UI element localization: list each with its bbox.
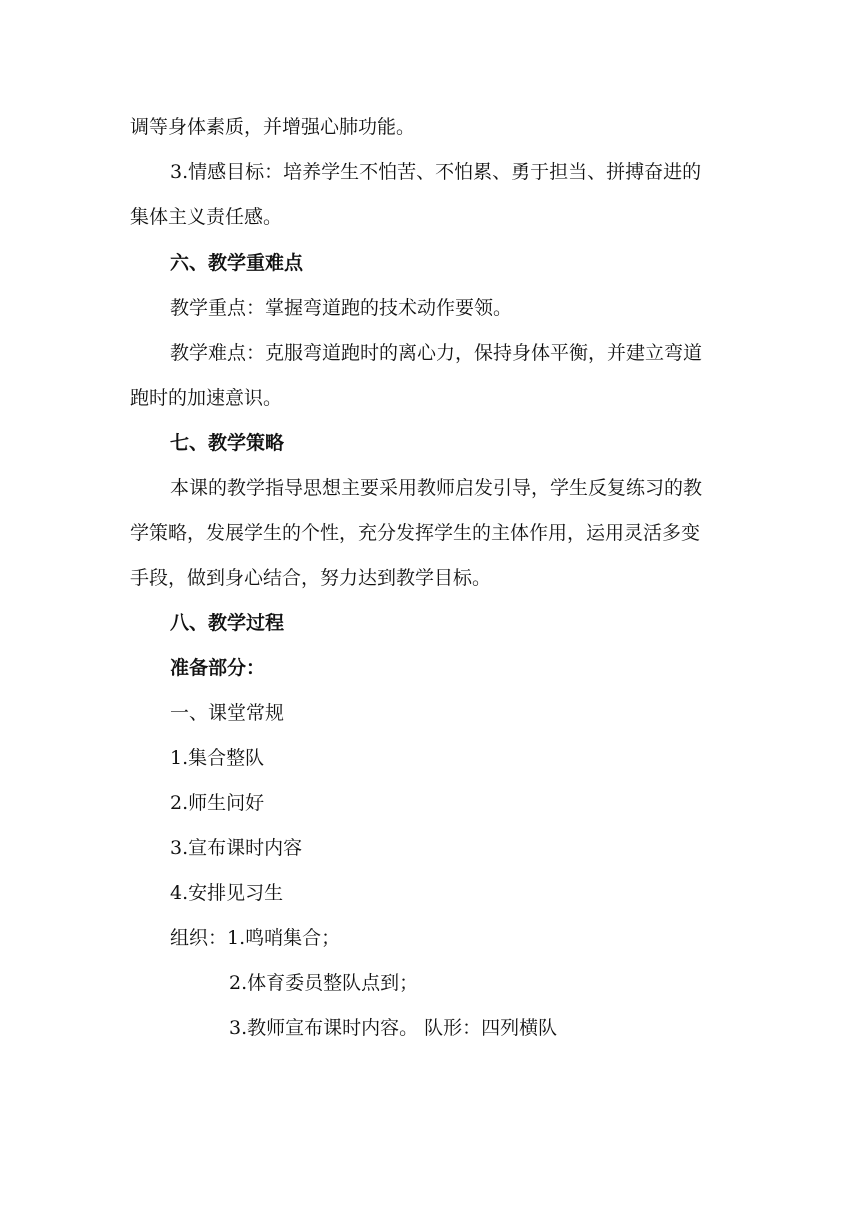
list-item: 4.安排见习生	[170, 882, 284, 904]
teaching-difficulty: 教学难点：克服弯道跑时的离心力，保持身体平衡，并建立弯道	[170, 342, 703, 364]
organization-line: 3.教师宣布课时内容。 队形：四列横队	[229, 1017, 558, 1039]
organization-line: 组织：1.鸣哨集合；	[170, 927, 341, 949]
organization-line: 2.体育委员整队点到；	[229, 972, 419, 994]
list-item: 3.宣布课时内容	[170, 837, 303, 859]
teaching-focus: 教学重点：掌握弯道跑的技术动作要领。	[170, 297, 513, 319]
section-heading-process: 八、教学过程	[170, 612, 285, 634]
body-text-line: 调等身体素质，并增强心肺功能。	[130, 116, 416, 138]
section-heading-key-points: 六、教学重难点	[170, 252, 304, 274]
section-heading-strategy: 七、教学策略	[170, 432, 285, 454]
body-text-line: 学策略，发展学生的个性，充分发挥学生的主体作用，运用灵活多变	[130, 522, 701, 544]
list-item: 2.师生问好	[170, 792, 265, 814]
strategy-paragraph: 本课的教学指导思想主要采用教师启发引导，学生反复练习的教	[170, 477, 703, 499]
body-text-line: 跑时的加速意识。	[130, 387, 283, 409]
objective-emotional: 3.情感目标：培养学生不怕苦、不怕累、勇于担当、拼搏奋进的	[170, 161, 702, 183]
subheading-class-routine: 一、课堂常规	[170, 702, 285, 724]
body-text-line: 集体主义责任感。	[130, 206, 283, 228]
subheading-preparation: 准备部分：	[170, 657, 266, 679]
body-text-line: 手段，做到身心结合，努力达到教学目标。	[130, 567, 492, 589]
list-item: 1.集合整队	[170, 747, 265, 769]
